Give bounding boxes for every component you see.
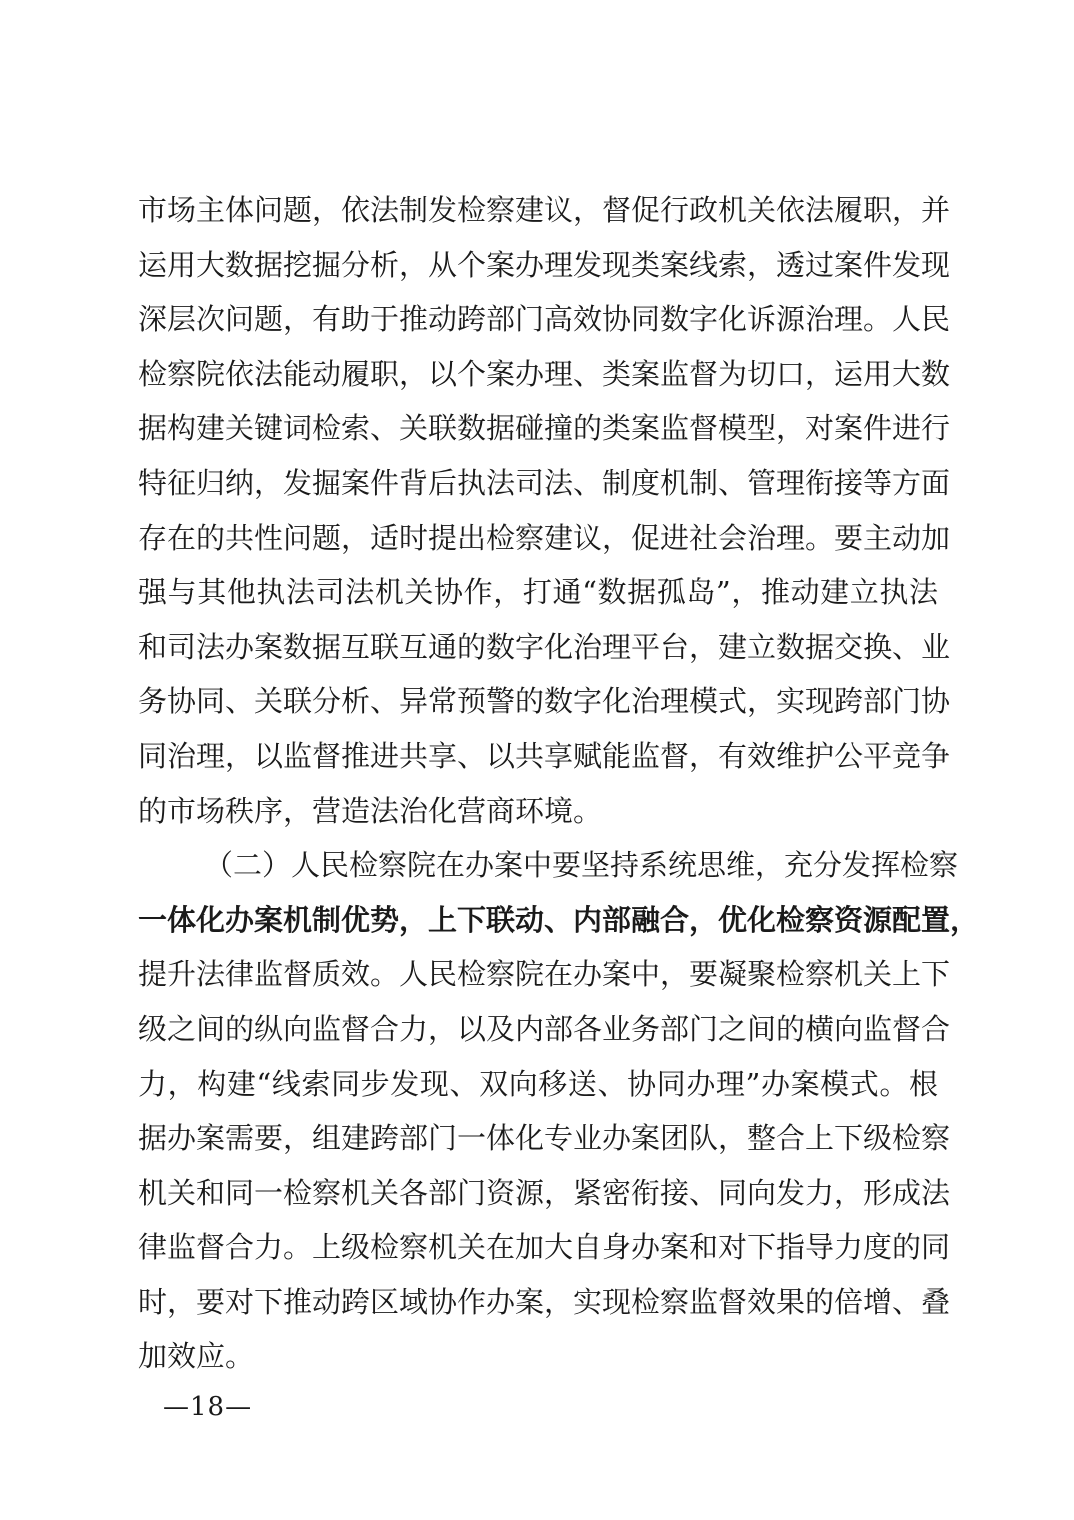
paragraph-1-line-11: 同治理，以监督推进共享、以共享赋能监督，有效维护公平竞争 <box>138 738 951 773</box>
paragraph-2-line-4: 级之间的纵向监督合力，以及内部各业务部门之间的横向监督合 <box>138 1011 951 1046</box>
body-text <box>138 183 980 1384</box>
paragraph-1-line-5: 据构建关键词检索、关联数据碰撞的类案监督模型，对案件进行 <box>138 411 951 446</box>
paragraph-2-line-3: 提升法律监督质效。人民检察院在办案中，要凝聚检察机关上下 <box>138 957 951 992</box>
paragraph-2-line-9: 时，要对下推动跨区域协作办案，实现检察监督效果的倍增、叠 <box>138 1284 951 1319</box>
paragraph-2-line-8: 律监督合力。上级检察机关在加大自身办案和对下指导力度的同 <box>138 1230 951 1265</box>
paragraph-2-line-1: （二）人民检察院在办案中要坚持系统思维，充分发挥检察 <box>204 848 959 883</box>
paragraph-2-line-7: 机关和同一检察机关各部门资源，紧密衔接、同向发力，形成法 <box>138 1175 951 1210</box>
paragraph-1-line-3: 深层次问题，有助于推动跨部门高效协同数字化诉源治理。人民 <box>138 302 951 337</box>
paragraph-1-line-6: 特征归纳，发掘案件背后执法司法、制度机制、管理衔接等方面 <box>138 465 951 500</box>
paragraph-1-line-9: 和司法办案数据互联互通的数字化治理平台，建立数据交换、业 <box>138 629 951 664</box>
paragraph-1-line-2: 运用大数据挖掘分析，从个案办理发现类案线索，透过案件发现 <box>138 247 951 282</box>
paragraph-2-line-5: 力，构建“线索同步发现、双向移送、协同办理”办案模式。根 <box>138 1066 938 1101</box>
paragraph-1-line-7: 存在的共性问题，适时提出检察建议，促进社会治理。要主动加 <box>138 520 951 555</box>
paragraph-1-line-8: 强与其他执法司法机关协作，打通“数据孤岛”，推动建立执法 <box>138 575 938 610</box>
paragraph-2-line-10: 加效应。 <box>138 1339 255 1374</box>
paragraph-1-line-4: 检察院依法能动履职，以个案办理、类案监督为切口，运用大数 <box>138 356 951 391</box>
paragraph-1-line-10: 务协同、关联分析、异常预警的数字化治理模式，实现跨部门协 <box>138 684 951 719</box>
page-number: —18— <box>163 1392 253 1422</box>
paragraph-1-line-1: 市场主体问题，依法制发检察建议，督促行政机关依法履职，并 <box>138 193 951 227</box>
paragraph-2-line-2: 一体化办案机制优势，上下联动、内部融合，优化检察资源配置， <box>138 902 980 937</box>
paragraph-1-line-12: 的市场秩序，营造法治化营商环境。 <box>138 793 603 828</box>
paragraph-2-line-6: 据办案需要，组建跨部门一体化专业办案团队，整合上下级检察 <box>138 1121 951 1156</box>
